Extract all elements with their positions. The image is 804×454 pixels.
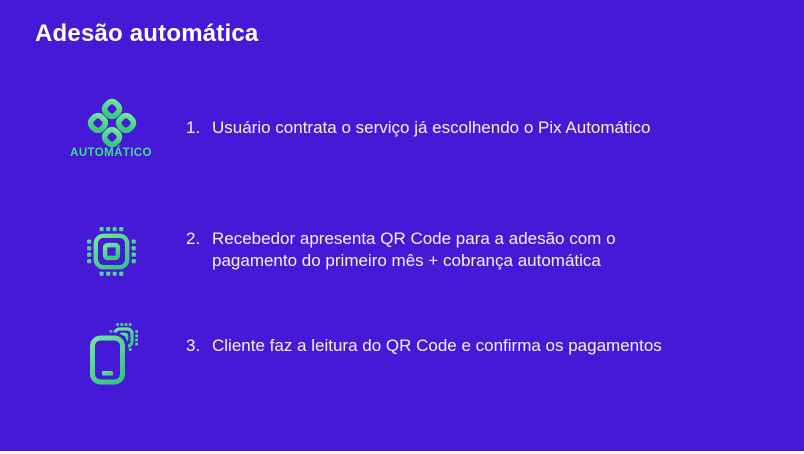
step-number: 2. [186, 229, 201, 248]
chip-icon-svg [85, 225, 138, 278]
step-row-2 [186, 228, 706, 272]
step-row-1 [186, 117, 746, 139]
step-number: 3. [186, 336, 201, 355]
pix-automatico-icon-svg [84, 96, 140, 150]
smartphone-chip-icon [86, 322, 138, 393]
step-text: Usuário contrata o serviço já escolhendo o Pix Automático [212, 118, 651, 137]
page-title: Adesão automática [35, 20, 259, 47]
pix-icon-caption: AUTOMÁTICO [70, 147, 152, 159]
step-text: Recebedor apresenta QR Code para a adesão com o pagamento do primeiro mês + cobrança automática [212, 229, 616, 270]
chip-icon [85, 225, 138, 283]
step-number: 1. [186, 118, 201, 137]
step-row-3 [186, 335, 766, 357]
step-text: Cliente faz a leitura do QR Code e confirma os pagamentos [212, 336, 662, 355]
smartphone-chip-icon-svg [86, 322, 138, 388]
